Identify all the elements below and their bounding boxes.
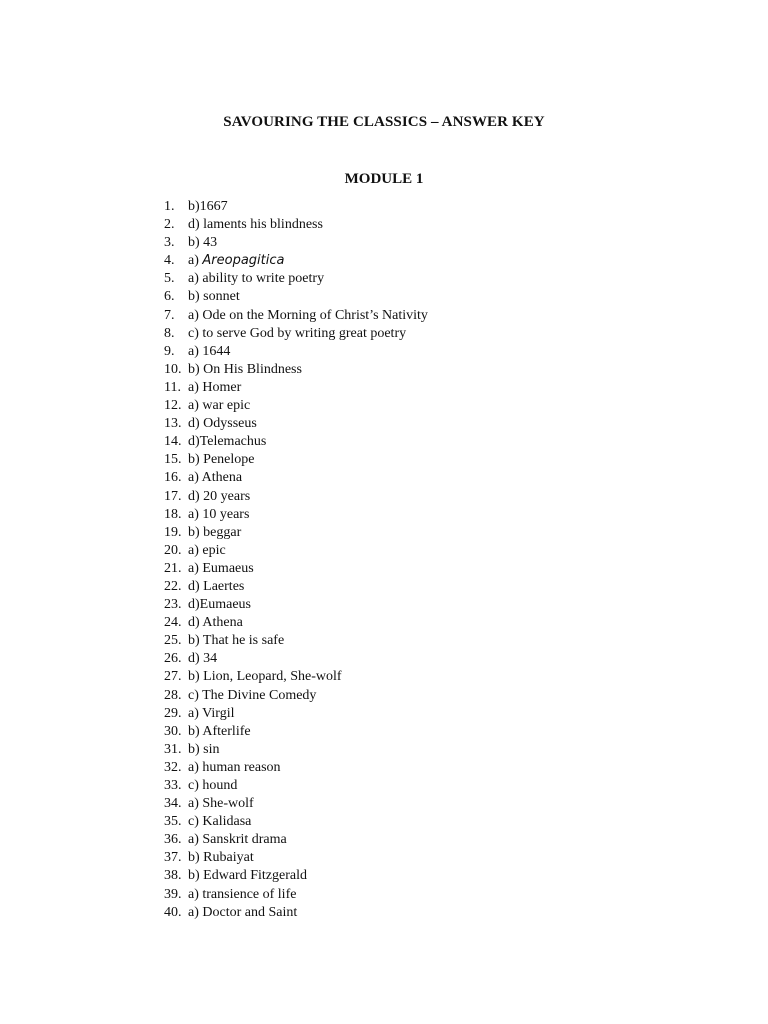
answer-item (164, 578, 428, 596)
answer-text: b) That he is safe (188, 633, 285, 649)
answer-text: c) hound (188, 778, 238, 793)
answer-text: a) Homer (188, 379, 242, 395)
answer-text: a) Athena (188, 470, 243, 486)
answer-text: d)Eumaeus (188, 597, 251, 613)
answer-text: a) Eumaeus (188, 560, 254, 576)
answer-item (164, 288, 428, 306)
answer-number: 37. (164, 850, 182, 866)
answer-number: 5. (164, 271, 175, 287)
answer-number: 9. (164, 343, 175, 359)
answer-text: b) sonnet (188, 289, 240, 305)
answer-item (164, 723, 428, 741)
answer-number: 28. (164, 687, 182, 703)
answer-number: 23. (164, 597, 182, 613)
answer-text: a) Virgil (188, 705, 235, 721)
answer-number: 3. (164, 235, 175, 251)
answer-number: 27. (164, 669, 182, 685)
answer-text: d)Telemachus (188, 434, 267, 450)
answer-number: 33. (164, 778, 182, 793)
answer-text: b) Afterlife (188, 723, 251, 739)
answer-item (164, 650, 428, 668)
answer-item (164, 397, 428, 415)
answer-number: 15. (164, 452, 182, 468)
answer-item (164, 759, 428, 777)
answer-number: 2. (164, 217, 175, 233)
answer-text: d) Athena (188, 615, 243, 631)
answer-number: 22. (164, 578, 182, 594)
answer-item (164, 198, 428, 216)
answer-item (164, 542, 428, 560)
answer-item (164, 614, 428, 632)
answer-item (164, 379, 428, 397)
answer-text: b)1667 (188, 199, 228, 214)
answer-number: 7. (164, 307, 175, 323)
answer-number: 18. (164, 506, 182, 522)
answer-number: 11. (164, 379, 181, 395)
answer-item (164, 270, 428, 288)
answer-text: b) Penelope (188, 452, 255, 468)
answer-text: c) Kalidasa (188, 814, 252, 830)
answer-item (164, 343, 428, 361)
answer-number: 39. (164, 886, 182, 902)
answer-text: d) Laertes (188, 578, 245, 594)
answer-item (164, 325, 428, 343)
answer-text: b) sin (188, 741, 220, 757)
answer-number: 12. (164, 398, 182, 414)
answer-text: a) Ode on the Morning of Christ’s Nativity (188, 307, 428, 323)
answer-item (164, 451, 428, 469)
answer-text: a) ability to write poetry (188, 271, 325, 287)
answer-text: a) human reason (188, 759, 281, 775)
answer-number: 32. (164, 759, 182, 775)
answer-item (164, 886, 428, 904)
answer-item (164, 668, 428, 686)
answer-text: a) epic (188, 542, 226, 558)
answer-text: d) Odysseus (188, 416, 257, 432)
answer-number: 30. (164, 723, 182, 739)
answer-item (164, 687, 428, 705)
answer-text: b) Lion, Leopard, She-wolf (188, 669, 342, 685)
answer-number: 21. (164, 560, 182, 576)
answer-text: c) The Divine Comedy (188, 687, 317, 703)
answer-number: 20. (164, 542, 182, 558)
document-title: SAVOURING THE CLASSICS – ANSWER KEY (223, 114, 545, 130)
answer-text: a) She-wolf (188, 796, 254, 812)
answer-item (164, 216, 428, 234)
answer-number: 36. (164, 832, 182, 848)
answer-item (164, 831, 428, 849)
answer-item (164, 307, 428, 325)
answer-text: d) 34 (188, 651, 218, 667)
answer-item (164, 252, 428, 270)
answer-item (164, 849, 428, 867)
answer-number: 26. (164, 651, 182, 667)
answer-item (164, 904, 428, 922)
answer-text: d) 20 years (188, 488, 251, 504)
answer-item (164, 596, 428, 614)
answer-item (164, 524, 428, 542)
answer-item (164, 705, 428, 723)
answer-text: a) 10 years (188, 506, 250, 522)
answer-text: a) war epic (188, 398, 251, 414)
answer-text: Areopagitica (202, 253, 285, 269)
answer-item (164, 741, 428, 759)
answer-number: 19. (164, 524, 182, 540)
answer-text: d) laments his blindness (188, 217, 323, 233)
answer-number: 4. (164, 253, 175, 269)
answer-number: 1. (164, 199, 175, 214)
answer-item (164, 361, 428, 379)
answer-list (164, 198, 428, 922)
answer-number: 6. (164, 289, 175, 305)
answer-number: 25. (164, 633, 182, 649)
answer-number: 14. (164, 434, 182, 450)
answer-number: 35. (164, 814, 182, 830)
answer-item (164, 813, 428, 831)
answer-text: b) beggar (188, 524, 242, 540)
answer-number: 29. (164, 705, 182, 721)
module-heading: MODULE 1 (344, 171, 424, 187)
answer-item (164, 506, 428, 524)
answer-text: b) Rubaiyat (188, 850, 254, 866)
answer-text: a) transience of life (188, 886, 297, 902)
answer-number: 31. (164, 741, 182, 757)
answer-number: 40. (164, 904, 182, 920)
answer-text: b) Edward Fitzgerald (188, 868, 307, 884)
answer-text: a) Sanskrit drama (188, 832, 287, 848)
answer-number: 38. (164, 868, 182, 884)
answer-text: b) 43 (188, 235, 218, 251)
answer-number: 10. (164, 361, 182, 377)
answer-text: c) to serve God by writing great poetry (188, 325, 407, 341)
answer-option: a) (188, 253, 203, 269)
answer-item (164, 469, 428, 487)
answer-item (164, 415, 428, 433)
answer-number: 17. (164, 488, 182, 504)
answer-number: 24. (164, 615, 182, 631)
answer-text: a) 1644 (188, 343, 231, 359)
answer-item (164, 632, 428, 650)
answer-item (164, 488, 428, 506)
answer-number: 16. (164, 470, 182, 486)
answer-item (164, 867, 428, 885)
answer-item (164, 560, 428, 578)
answer-text: a) Doctor and Saint (188, 904, 298, 920)
answer-item (164, 234, 428, 252)
answer-item (164, 777, 428, 795)
answer-number: 34. (164, 796, 182, 812)
answer-text: b) On His Blindness (188, 361, 302, 377)
answer-number: 8. (164, 325, 175, 341)
answer-number: 13. (164, 416, 182, 432)
answer-item (164, 795, 428, 813)
answer-item (164, 433, 428, 451)
